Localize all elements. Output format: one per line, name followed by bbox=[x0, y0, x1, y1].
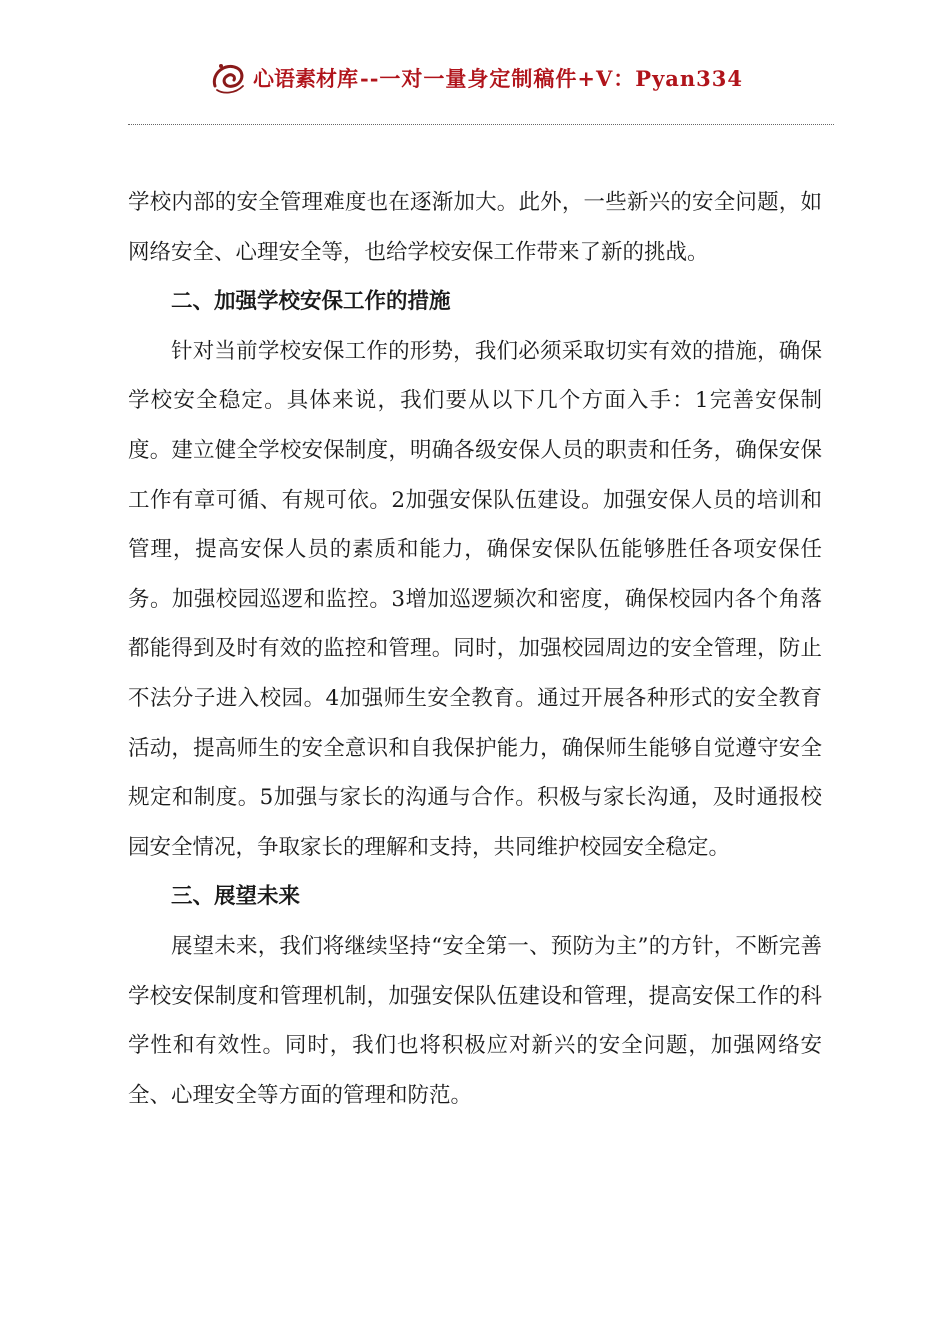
swirl-logo-icon bbox=[207, 56, 251, 100]
paragraph-outlook: 展望未来，我们将继续坚持“安全第一、预防为主”的方针，不断完善学校安保制度和管理机制，加强安保队伍建设和管理，提高安保工作的科学性和有效性。同时，我们也将积极应对新兴的安全问题，加强网络安全、心理安全等方面的管理和防范。 bbox=[128, 933, 822, 1108]
header-tagline: --一对一量身定制稿件+V：Pyan334 bbox=[359, 66, 744, 91]
paragraph-measures: 针对当前学校安保工作的形势，我们必须采取切实有效的措施，确保学校安全稳定。具体来说，我们要从以下几个方面入手：1完善安保制度。建立健全学校安保制度，明确各级安保人员的职责和任务，确保安保工作有章可循、有规可依。2加强安保队伍建设。加强安保人员的培训和管理，提高安保人员的素质和能力，确保安保队伍能够胜任各项安保任务。加强校园巡逻和监控。3增加巡逻频次和密度，确保校园内各个角落都能得到及时有效的监控和管理。同时，加强校园周边的安全管理，防止不法分子进入校园。4加强师生安全教育。通过开展各种形式的安全教育活动，提高师生的安全意识和自我保护能力，确保师生能够自觉遵守安全规定和制度。5加强与家长的沟通与合作。积极与家长沟通，及时通报校园安全情况，争取家长的理解和支持，共同维护校园安全稳定。 bbox=[128, 338, 822, 860]
paragraph-continuation: 学校内部的安全管理难度也在逐渐加大。此外，一些新兴的安全问题，如网络安全、心理安全等，也给学校安保工作带来了新的挑战。 bbox=[128, 190, 822, 265]
document-body bbox=[128, 178, 822, 1120]
page-header bbox=[0, 56, 950, 106]
section-heading-outlook: 三、展望未来 bbox=[171, 884, 301, 910]
section-heading-measures: 二、加强学校安保工作的措施 bbox=[171, 289, 451, 315]
header-divider bbox=[128, 124, 834, 125]
brand-name: 心语素材库 bbox=[252, 67, 358, 91]
header-banner bbox=[207, 56, 743, 100]
